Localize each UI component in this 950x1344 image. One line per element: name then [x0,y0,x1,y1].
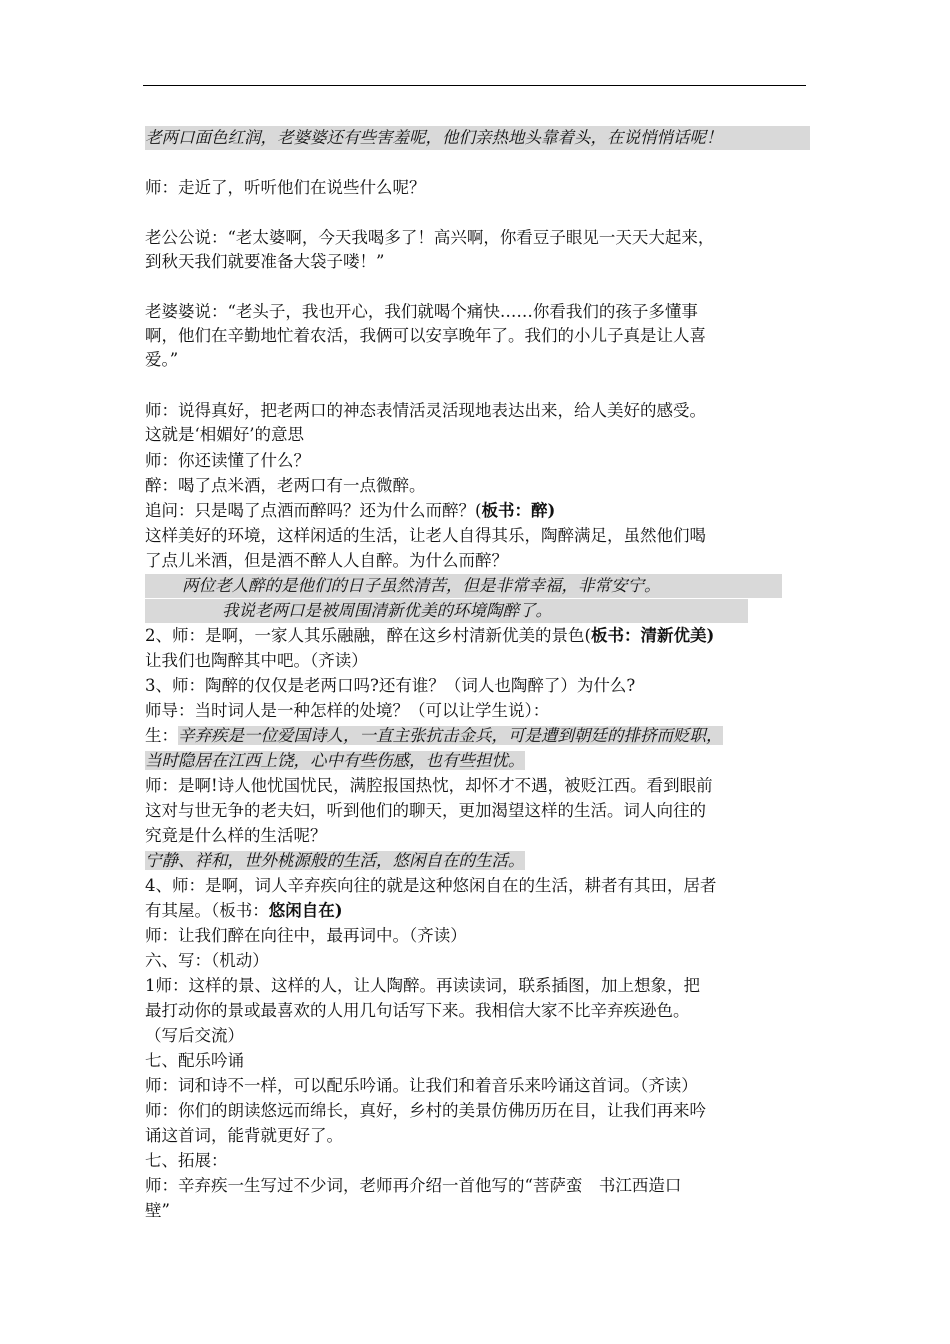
text-line: 了点儿米酒，但是酒不醉人人自醉。为什么而醉？ [145,551,508,570]
text-line: 师：你们的朗读悠远而绵长，真好，乡村的美景仿佛历历在目，让我们再来吟 [145,1101,706,1120]
text-line: 师：你还读懂了什么？ [145,451,310,470]
text-line: 师：说得真好，把老两口的神态表情活灵活现地表达出来，给人美好的感受。 [145,401,706,420]
text-line: 让我们也陶醉其中吧。（齐读） [145,651,368,670]
text-line: 老两口面色红润，老婆婆还有些害羞呢，他们亲热地头靠着头，在说悄悄话呢！ [145,126,810,150]
text-line [145,499,810,523]
text-line: 两位老人醉的是他们的日子虽然清苦，但是非常幸福，非常安宁。 [145,574,782,598]
text-line: 师：辛弃疾一生写过不少词，老师再介绍一首他写的“菩萨蛮 书江西造口 [145,1176,682,1195]
text-line: 最打动你的景或最喜欢的人用几句话写下来。我相信大家不比辛弃疾逊色。 [145,1001,690,1020]
text-line: 师：词和诗不一样，可以配乐吟诵。让我们和着音乐来吟诵这首词。（齐读） [145,1076,698,1095]
board-note: 板书：醉) [481,501,556,520]
text-line: 师：让我们醉在向往中，最再词中。（齐读） [145,926,467,945]
text-line: 3、师：陶醉的仅仅是老两口吗?还有谁？（词人也陶醉了）为什么? [145,676,636,695]
text-line: 壁” [145,1201,170,1220]
text-line: 爱。” [145,350,179,369]
board-note: 板书：清新优美) [590,626,715,645]
text-line [145,849,810,873]
text-line: 4、师：是啊，词人辛弃疾向往的就是这种悠闲自在的生活，耕者有其田，居者 [145,876,717,895]
text-line: 师导：当时词人是一种怎样的处境？（可以让学生说）： [145,701,550,720]
text-line: 这样美好的环境，这样闲适的生活，让老人自得其乐，陶醉满足，虽然他们喝 [145,526,706,545]
text-line: 老婆婆说：“老头子，我也开心，我们就喝个痛快……你看我们的孩子多懂事 [145,302,698,321]
text-line: 师：是啊!诗人他忧国忧民，满腔报国热忱，却怀才不遇，被贬江西。看到眼前 [145,776,713,795]
text-line: 七、拓展： [145,1151,228,1170]
text-line: 这就是‘相媚好’的意思 [145,425,304,444]
text-segment: 2、师：是啊，一家人其乐融融，醉在这乡村清新优美的景色( [145,626,591,645]
text-line: 老公公说：“老太婆啊，今天我喝多了！高兴啊，你看豆子眼见一天天大起来， [145,228,715,247]
text-line: 七、配乐吟诵 [145,1051,244,1070]
text-line [145,749,810,773]
text-line: （写后交流） [145,1026,244,1045]
text-segment: 追问：只是喝了点酒而醉吗？还为什么而醉？( [145,501,482,520]
text-line: 到秋天我们就要准备大袋子喽！” [145,252,385,271]
text-line: 六、写：（机动） [145,951,269,970]
header-rule [143,85,806,86]
text-line: 1师：这样的景、这样的人，让人陶醉。再读读词，联系插图，加上想象，把 [145,976,700,995]
text-line [145,724,810,748]
highlighted-text: 辛弃疾是一位爱国诗人，一直主张抗击金兵，可是遭到朝廷的排挤而贬职， [178,726,723,745]
text-line [145,899,810,923]
text-line: 诵这首词，能背就更好了。 [145,1126,343,1145]
highlighted-text: 宁静、祥和，世外桃源般的生活，悠闲自在的生活。 [145,851,525,870]
highlighted-text: 当时隐居在江西上饶，心中有些伤感，也有些担忧。 [145,751,525,770]
board-note: 悠闲自在) [268,901,343,920]
text-line: 我说老两口是被周围清新优美的环境陶醉了。 [145,599,748,623]
text-line: 师：走近了，听听他们在说些什么呢？ [145,178,426,197]
text-line: 究竟是什么样的生活呢？ [145,826,327,845]
text-line: 醉：喝了点米酒，老两口有一点微醉。 [145,476,426,495]
text-segment: 有其屋。（板书： [145,901,269,920]
text-segment: 生： [145,726,178,745]
text-line: 这对与世无争的老夫妇，听到他们的聊天，更加渴望这样的生活。词人向往的 [145,801,706,820]
text-line: 啊，他们在辛勤地忙着农活，我俩可以安享晚年了。我们的小儿子真是让人喜 [145,326,706,345]
text-line [145,624,810,648]
